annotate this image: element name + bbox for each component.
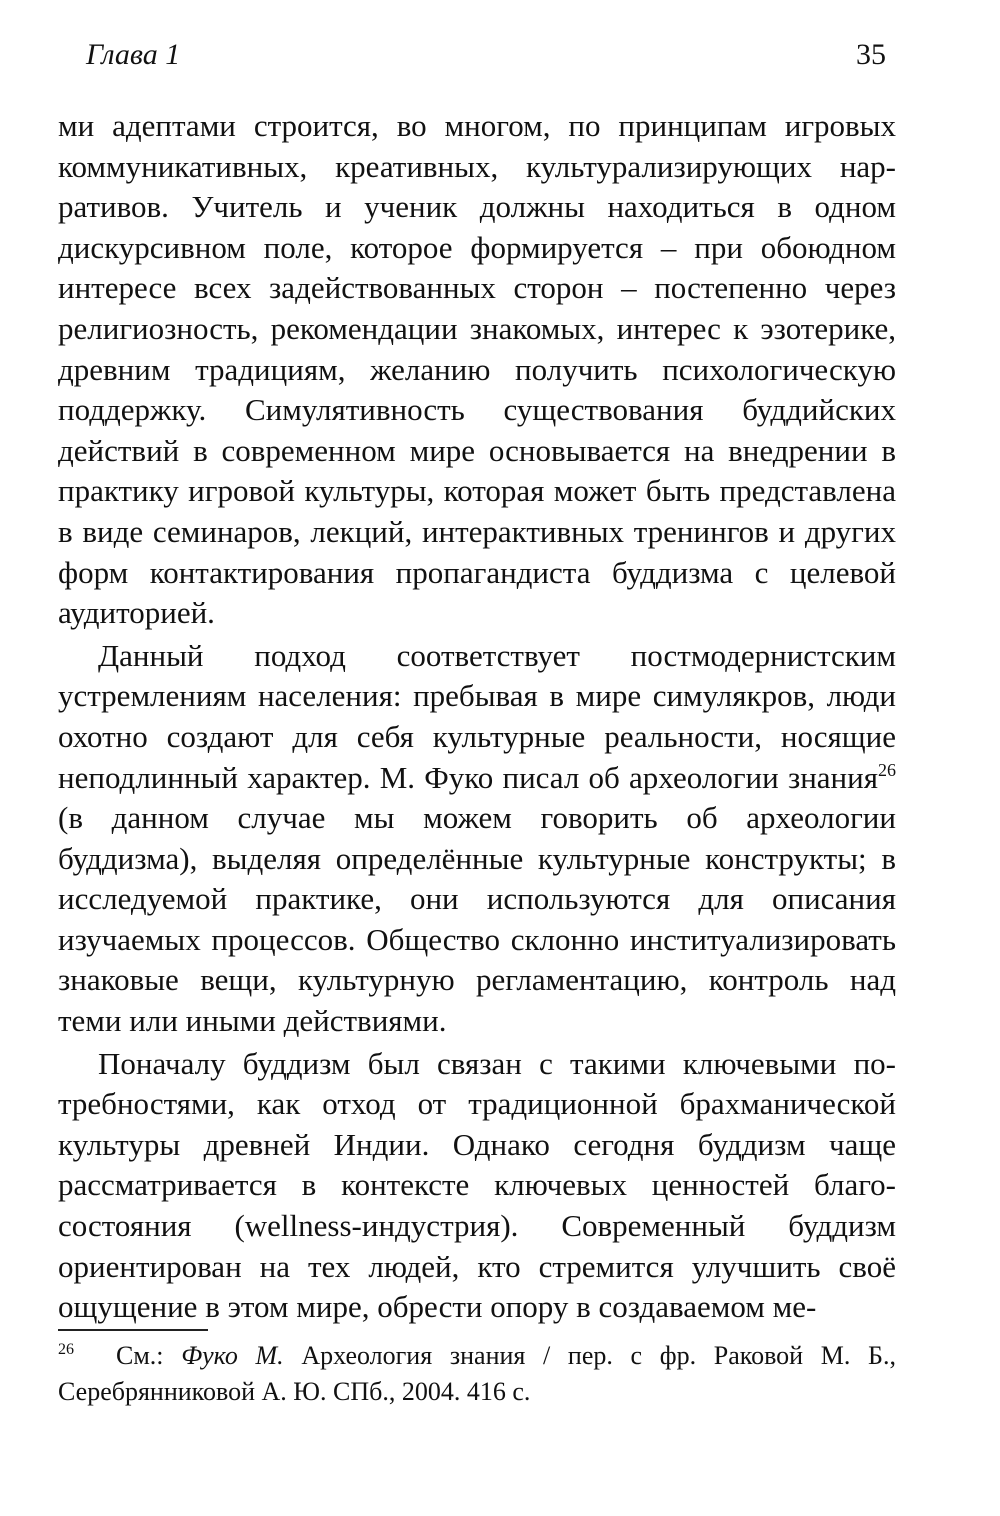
paragraph-3: Поначалу буддизм был связан с такими ключевыми потребностями, как отход от традиционной брахманической культуры древней Индии. Однако сегодня буддизм чаще рассматривается в контексте ключевых ценностей благосостояния (wellness-индустрия). Современный буддизм ориентирован на тех людей, кто стремится улучшить своё ощущение в этом мире, обрести опору в создаваемом ме- <box>58 1045 896 1325</box>
footnote-prefix: См.: <box>116 1341 182 1370</box>
paragraph-2-text-before-note: Данный подход соответствует постмодернистским устремлениям населения: пребывая в мире симулякров, люди охотно создают для себя культурные реальности, носящие неподлинный характер. М. Фуко писал об археологии знания <box>58 637 896 795</box>
paragraph-2-text-after-note: (в данном случае мы можем говорить об археологии буддизма), выделяя определённые культурные конструкты; в исследуемой практике, они используются для описания изучаемых процессов. Общество склонно институализировать знаковые вещи, культурную регламентацию, контроль над теми или иными действиями. <box>58 800 896 1039</box>
paragraph-1: ми адептами строится, во многом, по принципам игровых коммуникативных, креативных, культурализирующих нарративов. Учитель и ученик должны находиться в одном дискурсивном поле, которое формируется – при обоюдном интересе всех задействованных сторон – постепенно через религиозность, рекомендации знакомых, интерес к эзотерике, древним традициям, желанию получить психологическую поддержку. Симулятивность существования буддийских действий в современном мире основывается на внедрении в практику игровой культуры, которая может быть представлена в виде семинаров, лекций, интерактивных тренингов и других форм контактирования пропагандиста буддизма с целевой аудиторией. <box>58 108 896 631</box>
page-number: 35 <box>856 38 886 71</box>
body-text <box>58 106 896 1328</box>
footnote-citation: Археология знания / пер. с фр. Раковой М. Б., Серебрянниковой А. Ю. СПб., 2004. 416 с. <box>58 1341 896 1406</box>
footnote-reference: 26 <box>878 759 896 780</box>
footnote-author: Фуко М. <box>181 1341 284 1370</box>
chapter-title: Глава 1 <box>86 38 181 71</box>
footnote-divider <box>58 1329 208 1331</box>
footnote: 26 См.: Фуко М. Археология знания / пер. с фр. Раковой М. Б., Серебрянниковой А. Ю. СПб., 2004. 416 с. <box>58 1341 896 1406</box>
paragraph-2 <box>58 636 896 1042</box>
running-header <box>86 38 886 78</box>
